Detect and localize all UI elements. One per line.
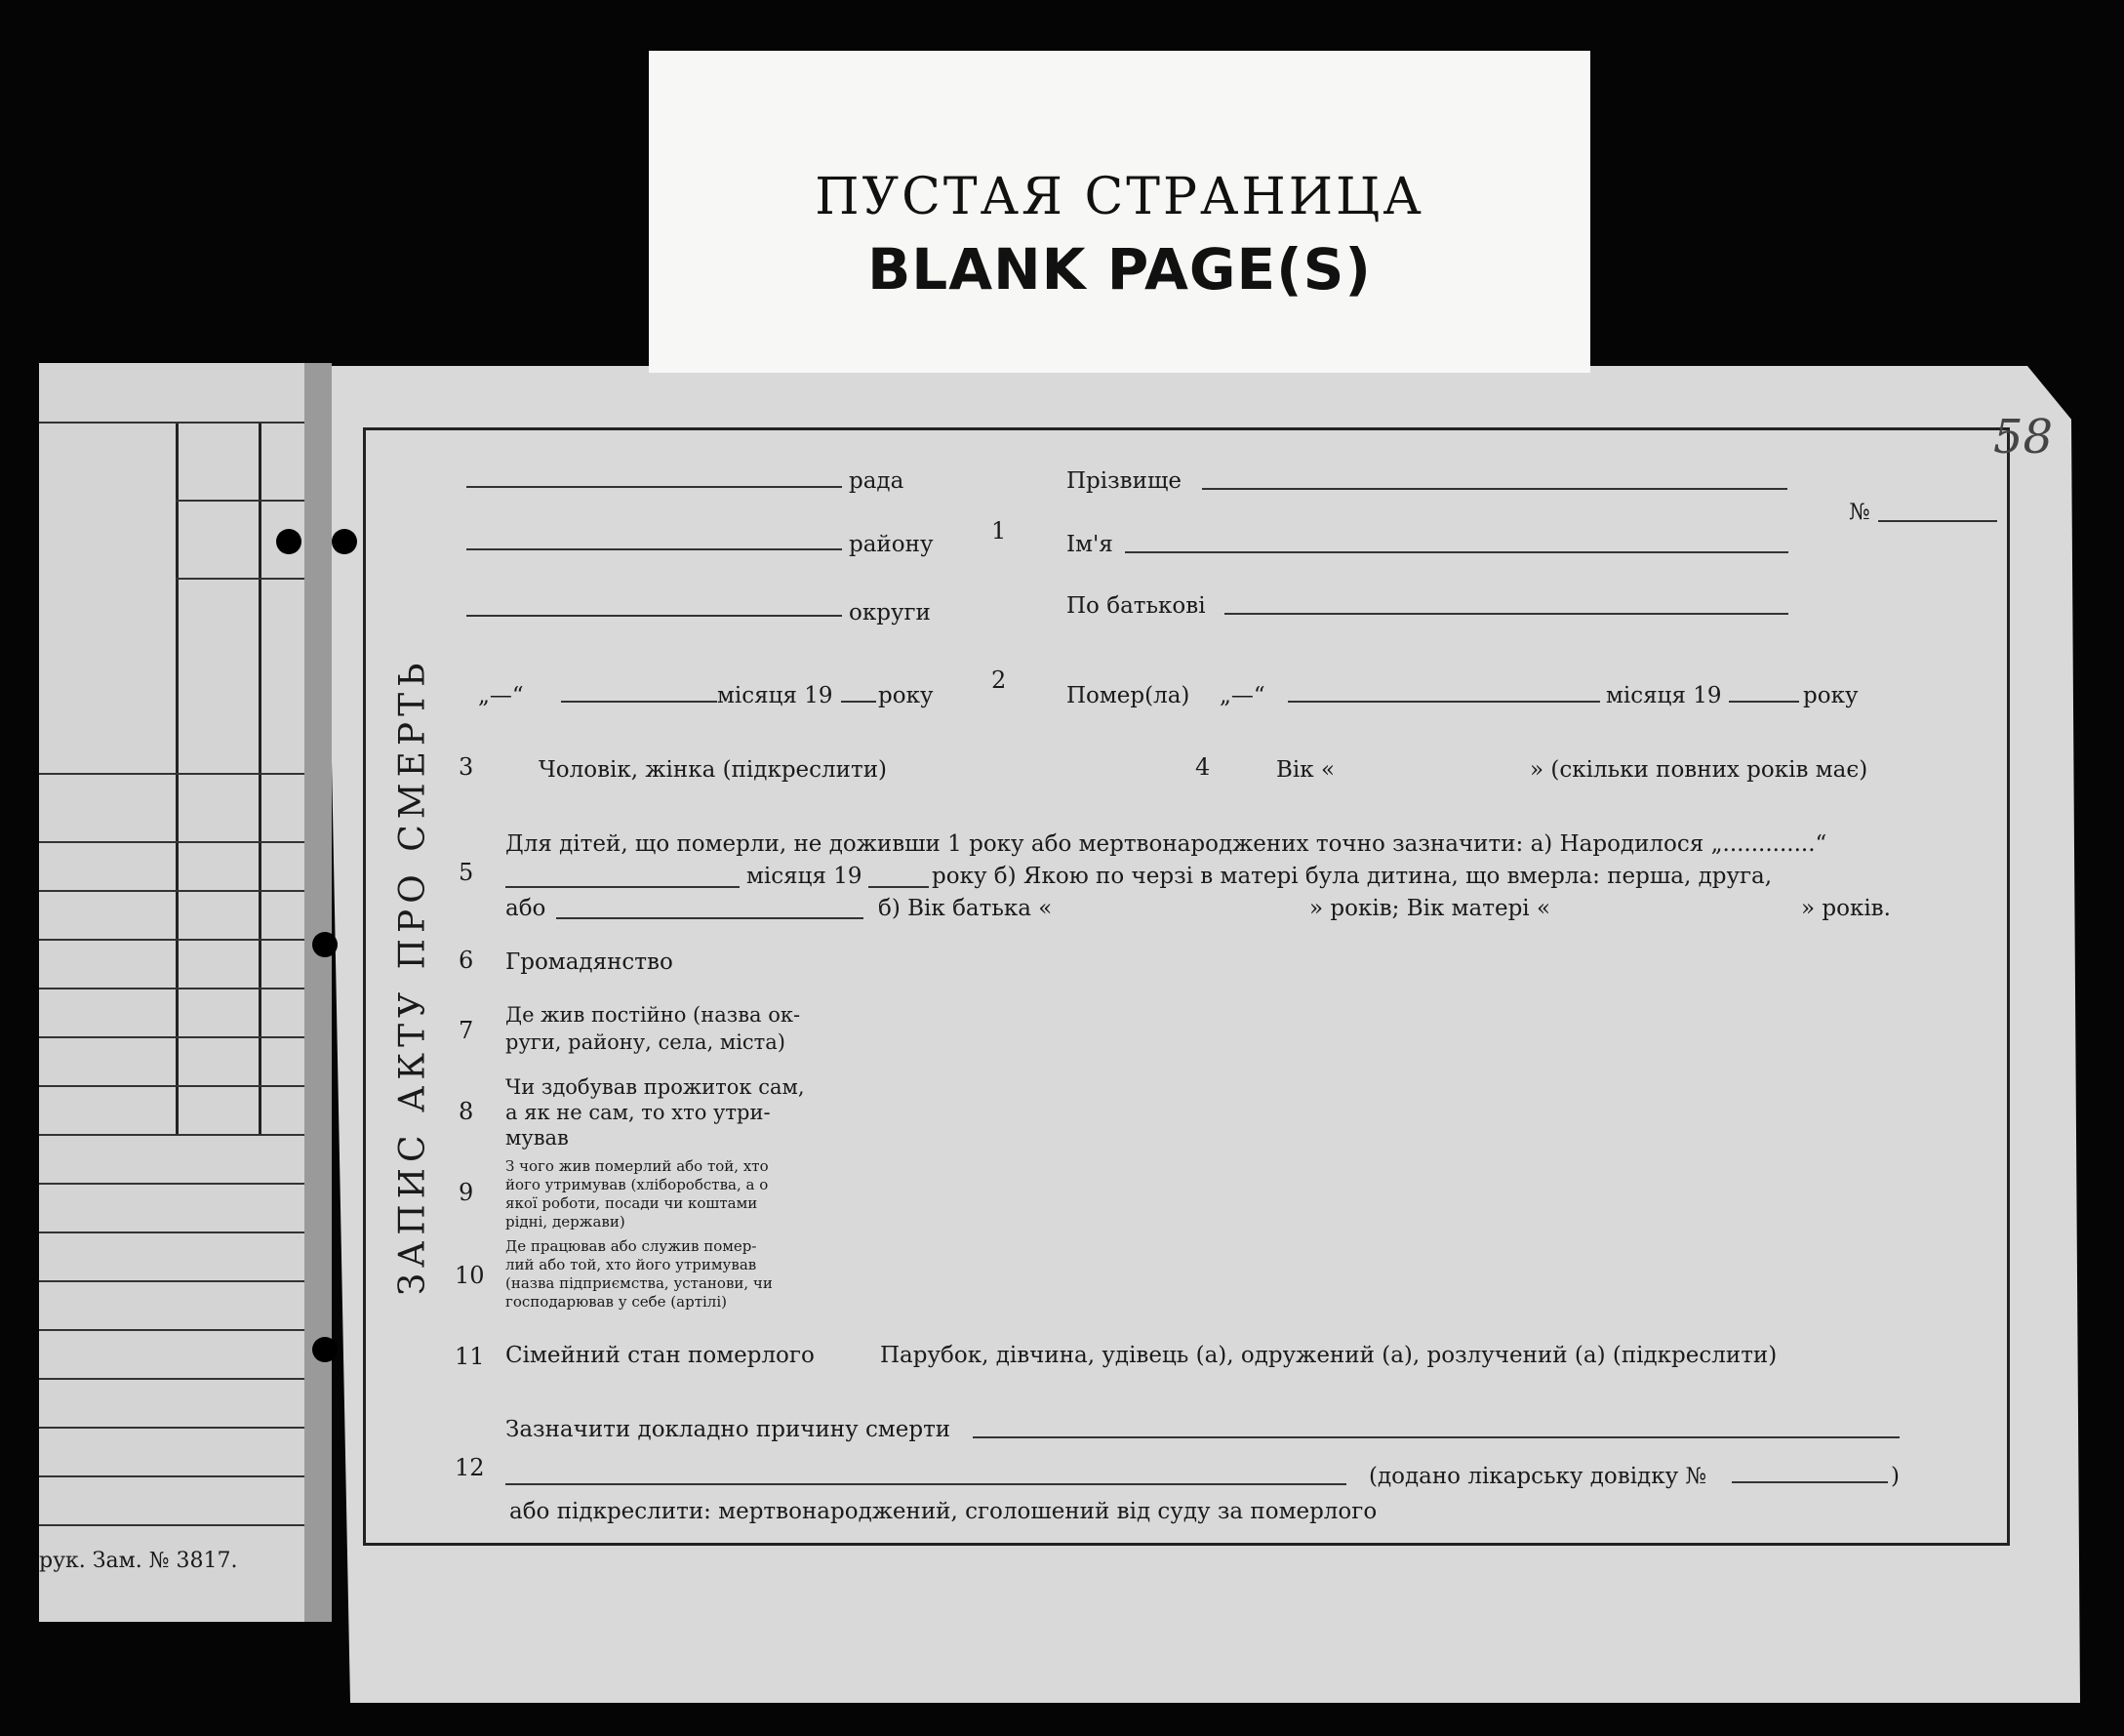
row-number: 9 bbox=[459, 1179, 474, 1206]
left-page-rule bbox=[39, 1378, 330, 1380]
row-number: 12 bbox=[455, 1454, 485, 1481]
workplace-label-1: Де працював або служив помер- bbox=[505, 1237, 757, 1255]
left-page-rule bbox=[39, 773, 330, 775]
stillborn-option: або підкреслити: мертвонароджений, сголошений від суду за померлого bbox=[509, 1499, 1378, 1524]
left-page-rule bbox=[39, 1231, 330, 1233]
binding-hole bbox=[312, 1337, 338, 1362]
form-title-text: ЗАПИС АКТУ ПРО СМЕРТЬ bbox=[392, 657, 433, 1296]
left-page-rule bbox=[39, 1183, 330, 1185]
workplace-label-2: лий або той, хто його утримував bbox=[505, 1256, 757, 1273]
blank-page-card bbox=[649, 51, 1590, 373]
died-label: Помер(ла) bbox=[1066, 683, 1190, 708]
residence-label-2: руги, району, села, міста) bbox=[505, 1030, 785, 1054]
number-label: № bbox=[1849, 500, 1870, 525]
field-surname: Прізвище bbox=[1066, 468, 1182, 494]
card-title-russian: ПУСТАЯ СТРАНИЦА bbox=[815, 168, 1424, 226]
header-roku: року bbox=[878, 683, 934, 708]
header-rayonu: району bbox=[849, 532, 934, 557]
died-roku: року bbox=[1803, 683, 1859, 708]
marital-status-label: Сімейний стан померлого bbox=[505, 1343, 815, 1368]
row-number: 7 bbox=[459, 1017, 474, 1044]
row-number: 5 bbox=[459, 859, 474, 886]
left-page-rule bbox=[39, 1524, 330, 1526]
occupation-label-4: рідні, держави) bbox=[505, 1213, 625, 1231]
binding-hole bbox=[332, 529, 357, 554]
livelihood-label-1: Чи здобував прожиток сам, bbox=[505, 1075, 805, 1099]
livelihood-label-2: а як не сам, то хто утри- bbox=[505, 1101, 771, 1124]
livelihood-label-3: мував bbox=[505, 1126, 569, 1150]
left-page-rule bbox=[259, 422, 261, 1134]
left-page-rule bbox=[39, 1329, 330, 1331]
row-number: 11 bbox=[455, 1343, 485, 1370]
medical-certificate-label: (додано лікарську довідку № bbox=[1369, 1464, 1707, 1489]
cause-of-death-label: Зазначити докладно причину смерти bbox=[505, 1417, 951, 1442]
row-number: 8 bbox=[459, 1098, 474, 1125]
row-number: 1 bbox=[991, 517, 1007, 545]
row-number: 6 bbox=[459, 947, 474, 974]
header-misyatsia: місяця 19 bbox=[717, 683, 833, 708]
marital-status-options: Парубок, дівчина, удівець (а), одружений (а), розлучений (а) (підкреслити) bbox=[880, 1343, 1778, 1368]
row-number: 2 bbox=[991, 666, 1007, 694]
workplace-label-4: господарював у себе (артілі) bbox=[505, 1293, 727, 1311]
card-title-english: BLANK PAGE(S) bbox=[867, 236, 1372, 303]
children-line-2b: року б) Якою по черзі в матері була дитина, що вмерла: перша, друга, bbox=[932, 864, 1773, 889]
occupation-label-1: З чого жив померлий або той, хто bbox=[505, 1157, 769, 1175]
header-rada: рада bbox=[849, 468, 904, 494]
medical-certificate-close: ) bbox=[1891, 1464, 1900, 1489]
left-page-rule bbox=[39, 841, 330, 843]
left-page-rule bbox=[39, 1475, 330, 1477]
citizenship-label: Громадянство bbox=[505, 949, 673, 975]
workplace-label-3: (назва підприємства, установи, чи bbox=[505, 1274, 773, 1292]
binding-hole bbox=[312, 932, 338, 957]
children-line-3b: б) Вік батька « bbox=[878, 896, 1053, 921]
header-date-quote: „—“ bbox=[478, 683, 524, 708]
occupation-label-2: його утримував (хліборобства, а о bbox=[505, 1176, 769, 1193]
left-page-footer: рук. Зам. № 3817. bbox=[39, 1549, 238, 1573]
row-number: 10 bbox=[455, 1262, 485, 1289]
left-page-rule bbox=[39, 1134, 330, 1136]
left-page-rule bbox=[39, 939, 330, 941]
left-page-rule bbox=[39, 1280, 330, 1282]
children-line-2a: місяця 19 bbox=[746, 864, 862, 889]
left-page-rule bbox=[39, 422, 330, 424]
left-page-rule bbox=[176, 422, 179, 1134]
header-okrugy: округи bbox=[849, 600, 931, 626]
row-number: 4 bbox=[1195, 753, 1211, 781]
children-line-3c: » років; Вік матері « bbox=[1309, 896, 1551, 921]
died-quote: „—“ bbox=[1220, 683, 1265, 708]
field-patronymic: По батькові bbox=[1066, 593, 1206, 619]
left-page-rule bbox=[39, 890, 330, 892]
age-hint: » (скільки повних років має) bbox=[1530, 757, 1868, 783]
age-label: Вік « bbox=[1276, 757, 1336, 783]
form-title bbox=[369, 634, 455, 1337]
left-page-rule bbox=[39, 1036, 330, 1038]
book-spine bbox=[304, 363, 332, 1622]
binding-hole bbox=[276, 529, 301, 554]
left-page-rule bbox=[39, 1427, 330, 1429]
occupation-label-3: якої роботи, посади чи коштами bbox=[505, 1194, 758, 1212]
residence-label-1: Де жив постійно (назва ок- bbox=[505, 1003, 801, 1027]
field-first-name: Ім'я bbox=[1066, 532, 1113, 557]
children-line-1: Для дітей, що померли, не доживши 1 року або мертвонароджених точно зазначити: а) Народилося „.............“ bbox=[505, 831, 1827, 857]
sex-field: Чоловік, жінка (підкреслити) bbox=[539, 757, 888, 783]
handwritten-page-number: 58 bbox=[1993, 410, 2054, 464]
row-number: 3 bbox=[459, 753, 474, 781]
died-misyatsia: місяця 19 bbox=[1606, 683, 1722, 708]
left-page-rule bbox=[39, 988, 330, 989]
children-line-3d: » років. bbox=[1801, 896, 1891, 921]
left-page-rule bbox=[39, 1085, 330, 1087]
children-line-3a: або bbox=[505, 896, 546, 921]
